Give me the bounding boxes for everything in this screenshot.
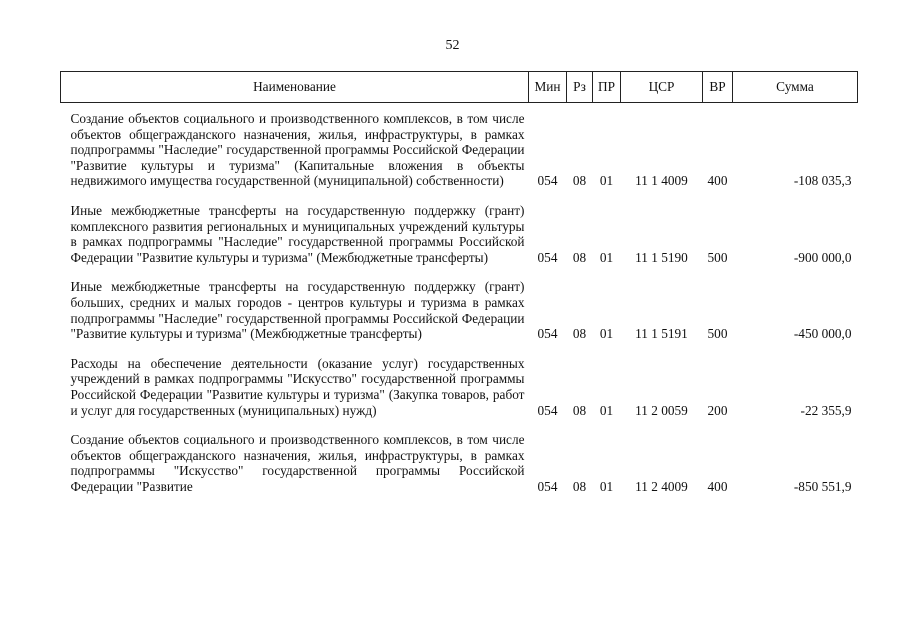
- table-row: [61, 103, 858, 195]
- row-pr: 01: [599, 249, 614, 265]
- row-csr: 11 2 0059: [635, 402, 688, 418]
- row-pr: 01: [599, 173, 614, 189]
- row-rz: 08: [572, 478, 587, 494]
- row-csr: 11 1 4009: [635, 173, 688, 189]
- header-csr: ЦСР: [621, 72, 703, 103]
- row-min: 054: [537, 478, 558, 494]
- table-row: [61, 348, 858, 424]
- header-min: Мин: [529, 72, 567, 103]
- row-sum: -108 035,3: [793, 173, 852, 189]
- row-sum: -850 551,9: [793, 478, 852, 494]
- row-min: 054: [537, 249, 558, 265]
- header-vr: ВР: [703, 72, 733, 103]
- row-rz: 08: [572, 173, 587, 189]
- row-pr: 01: [599, 478, 614, 494]
- table-header-row: [61, 72, 858, 103]
- row-name: Иные межбюджетные трансферты на государственную поддержку (грант) больших, средних и малых городов - центров культуры и туризма в рамках подпрограммы "Наследие" государственной программы Российской Федерации "Развитие культуры и туризма" (Межбюджетные трансферты): [70, 279, 525, 342]
- row-vr: 200: [707, 402, 728, 418]
- row-sum: -450 000,0: [793, 326, 852, 342]
- header-sum: Сумма: [733, 72, 858, 103]
- row-pr: 01: [599, 326, 614, 342]
- row-vr: 400: [707, 478, 728, 494]
- header-pr: ПР: [593, 72, 621, 103]
- row-csr: 11 1 5191: [635, 326, 688, 342]
- table-row: [61, 195, 858, 271]
- header-rz: Рз: [567, 72, 593, 103]
- row-name: Иные межбюджетные трансферты на государственную поддержку (грант) комплексного развития региональных и муниципальных учреждений культуры в рамках подпрограммы "Наследие" государственной программы Российской Федерации "Развитие культуры и туризма" (Межбюджетные трансферты): [70, 202, 525, 265]
- table-row: [61, 271, 858, 347]
- row-min: 054: [537, 326, 558, 342]
- row-csr: 11 1 5190: [635, 249, 688, 265]
- row-rz: 08: [572, 402, 587, 418]
- row-vr: 500: [707, 326, 728, 342]
- row-min: 054: [537, 402, 558, 418]
- table-row: [61, 424, 858, 500]
- row-min: 054: [537, 173, 558, 189]
- row-name: Создание объектов социального и производственного комплексов, в том числе объектов общегражданского назначения, жилья, инфраструктуры, в рамках подпрограммы "Наследие" государственной программы Российской Федерации "Развитие культуры и туризма" (Капитальные вложения в объекты недвижимого имущества государственной (муниципальной) собственности): [70, 111, 525, 189]
- row-rz: 08: [572, 249, 587, 265]
- row-rz: 08: [572, 326, 587, 342]
- row-csr: 11 2 4009: [635, 478, 688, 494]
- page-number: 52: [445, 38, 460, 53]
- row-vr: 400: [707, 173, 728, 189]
- row-sum: -900 000,0: [793, 249, 852, 265]
- row-name: Создание объектов социального и производственного комплексов, в том числе объектов общегражданского назначения, жилья, инфраструктуры, в рамках подпрограммы "Искусство" государственной программы Российской Федерации "Развитие: [70, 432, 525, 494]
- row-sum: -22 355,9: [800, 402, 852, 418]
- budget-table: [60, 71, 858, 500]
- row-name: Расходы на обеспечение деятельности (оказание услуг) государственных учреждений в рамках подпрограммы "Искусство" государственной программы Российской Федерации "Развитие культуры и туризма" (Закупка товаров, работ и услуг для государственных (муниципальных) нужд): [70, 355, 525, 418]
- row-pr: 01: [599, 402, 614, 418]
- row-vr: 500: [707, 249, 728, 265]
- header-name: Наименование: [61, 72, 529, 103]
